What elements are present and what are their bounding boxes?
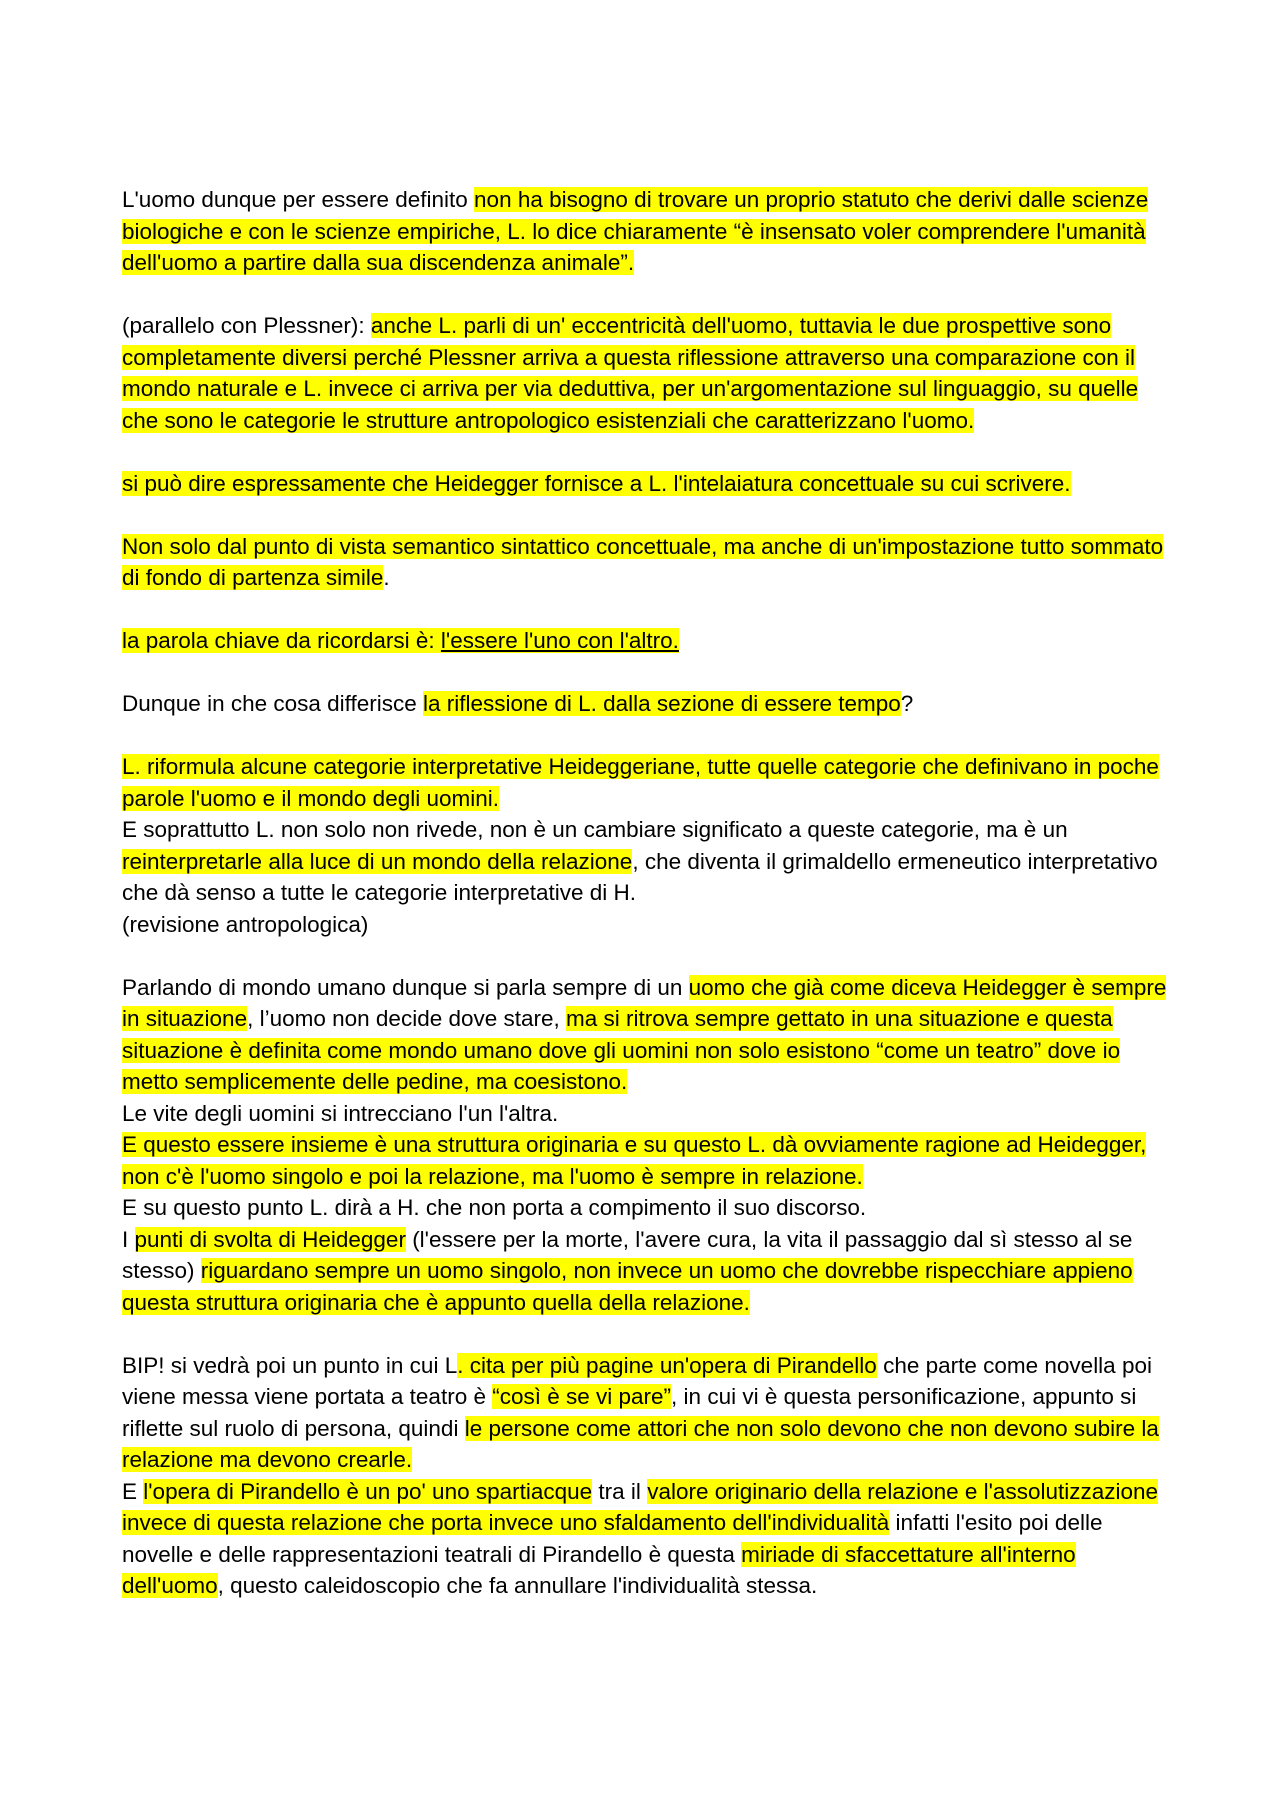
highlighted-text: reinterpretarle alla luce di un mondo della relazione bbox=[122, 848, 633, 874]
paragraph-gap bbox=[122, 720, 1172, 752]
text-segment: tra il bbox=[592, 1478, 648, 1504]
highlighted-text: punti di svolta di Heidegger bbox=[134, 1226, 406, 1252]
highlighted-text: E questo essere insieme è una struttura originaria e su questo L. dà ovviamente ragione ad Heidegger, non c'è l'uomo singolo e poi la relazione, ma l'uomo è sempre in relazione. bbox=[122, 1132, 1147, 1189]
highlighted-text: riguardano sempre un uomo singolo, non invece un uomo che dovrebbe rispecchiare appieno questa struttura originaria che è appunto quella della relazione. bbox=[122, 1258, 1133, 1315]
highlighted-text: la riflessione di L. dalla sezione di essere tempo bbox=[423, 691, 901, 716]
paragraph-gap bbox=[122, 594, 1172, 626]
paragraph-16 bbox=[122, 1476, 1172, 1602]
highlighted-text: si può dire espressamente che Heidegger fornisce a L. l'intelaiatura concettuale su cui scrivere. bbox=[122, 470, 1071, 496]
paragraph-gap bbox=[122, 940, 1172, 972]
paragraph-gap bbox=[122, 436, 1172, 468]
text-segment: . bbox=[383, 565, 390, 590]
highlighted-text: . cita per più pagine un'opera di Pirandello bbox=[457, 1352, 877, 1378]
highlighted-text: Non solo dal punto di vista semantico sintattico concettuale, ma anche di un'impostazione tutto sommato di fondo di partenza simile bbox=[122, 533, 1164, 590]
paragraph-7 bbox=[122, 751, 1172, 814]
text-segment: E soprattutto L. non solo non rivede, non è un cambiare significato a queste categorie, ma è un bbox=[122, 817, 1068, 842]
paragraph-2 bbox=[122, 310, 1172, 436]
text-segment: che parte come novella poi viene messa viene portata a teatro è bbox=[122, 1352, 1152, 1409]
text-segment: , l’uomo non decide dove stare, bbox=[247, 1006, 567, 1031]
highlighted-text: anche L. parli di un' eccentricità dell'uomo, tuttavia le due prospettive sono completamente diversi perché Plessner arriva a questa riflessione attraverso una comparazione con il mondo naturale e L. invece ci arriva per via deduttiva, per un'argomentazione sul linguaggio, su quelle che sono le categorie le strutture antropologico esistenziali che caratterizzano l'uomo. bbox=[122, 313, 1139, 433]
paragraph-gap bbox=[122, 1318, 1172, 1350]
paragraph-9 bbox=[122, 909, 1172, 941]
highlighted-text: la parola chiave da ricordarsi è: bbox=[122, 628, 441, 653]
text-segment: , in cui vi è questa personificazione, appunto si riflette sul ruolo di persona, quindi bbox=[122, 1384, 1137, 1441]
highlighted-text: ma si ritrova sempre gettato in una situazione e questa situazione è definita come mondo umano dove gli uomini non solo esistono “come un teatro” dove io metto semplicemente delle pedine, ma coesistono. bbox=[122, 1006, 1121, 1094]
text-segment: I bbox=[122, 1226, 135, 1252]
paragraph-gap bbox=[122, 279, 1172, 311]
highlighted-text: “così è se vi pare” bbox=[492, 1384, 672, 1409]
paragraph-6 bbox=[122, 688, 1172, 720]
highlighted-text: non ha bisogno di trovare un proprio statuto che derivi dalle scienze biologiche e con le scienze empiriche, L. lo dice chiaramente “è insensato voler comprendere l'umanità dell'uomo a partire dalla sua discendenza animale”. bbox=[122, 187, 1149, 275]
underlined-keyword: l'essere l'uno con l'altro. bbox=[440, 628, 679, 653]
paragraph-gap bbox=[122, 499, 1172, 531]
highlighted-text: miriade di sfaccettature all'interno dell'uomo bbox=[122, 1541, 1076, 1598]
text-segment: (parallelo con Plessner): bbox=[122, 313, 371, 338]
paragraph-3 bbox=[122, 468, 1172, 500]
paragraph-gap bbox=[122, 657, 1172, 689]
text-segment: (l'essere per la morte, l'avere cura, la vita il passaggio dal sì stesso al se stesso) bbox=[122, 1226, 1133, 1283]
highlighted-text: le persone come attori che non solo devono che non devono subire la relazione ma devono crearle. bbox=[122, 1415, 1159, 1472]
paragraph-13 bbox=[122, 1192, 1172, 1224]
paragraph-4 bbox=[122, 531, 1172, 594]
text-segment: E su questo punto L. dirà a H. che non porta a compimento il suo discorso. bbox=[122, 1195, 867, 1220]
paragraph-11 bbox=[122, 1098, 1172, 1130]
paragraph-1 bbox=[122, 184, 1172, 279]
text-segment: infatti l'esito poi delle novelle e delle rappresentazioni teatrali di Pirandello è questa bbox=[122, 1510, 1103, 1567]
highlighted-text: uomo che già come diceva Heidegger è sempre in situazione bbox=[122, 974, 1167, 1031]
text-segment: , questo caleidoscopio che fa annullare l'individualità stessa. bbox=[217, 1573, 818, 1598]
paragraph-10 bbox=[122, 972, 1172, 1098]
highlighted-text: valore originario della relazione e l'assolutizzazione invece di questa relazione che porta invece uno sfaldamento dell'individualità bbox=[122, 1478, 1159, 1535]
highlighted-text: L. riformula alcune categorie interpretative Heideggeriane, tutte quelle categorie che definivano in poche parole l'uomo e il mondo degli uomini. bbox=[122, 754, 1159, 811]
paragraph-5 bbox=[122, 625, 1172, 657]
paragraph-14 bbox=[122, 1224, 1172, 1319]
text-segment: Parlando di mondo umano dunque si parla sempre di un bbox=[122, 974, 689, 1000]
text-segment: Le vite degli uomini si intrecciano l'un l'altra. bbox=[122, 1100, 559, 1126]
paragraph-15 bbox=[122, 1350, 1172, 1476]
paragraph-12 bbox=[122, 1129, 1172, 1192]
paragraph-8 bbox=[122, 814, 1172, 909]
text-segment: ? bbox=[900, 691, 914, 716]
document-body bbox=[122, 184, 1172, 1602]
text-segment: (revisione antropologica) bbox=[122, 911, 369, 937]
text-segment: BIP! si vedrà poi un punto in cui L bbox=[122, 1352, 458, 1378]
text-segment: Dunque in che cosa differisce bbox=[122, 691, 424, 716]
highlighted-text: l'opera di Pirandello è un po' uno spartiacque bbox=[143, 1478, 593, 1504]
text-segment: , che diventa il grimaldello ermeneutico interpretativo che dà senso a tutte le categorie interpretative di H. bbox=[122, 848, 1158, 905]
text-segment: E bbox=[122, 1478, 144, 1504]
text-segment: L'uomo dunque per essere definito bbox=[122, 187, 475, 212]
